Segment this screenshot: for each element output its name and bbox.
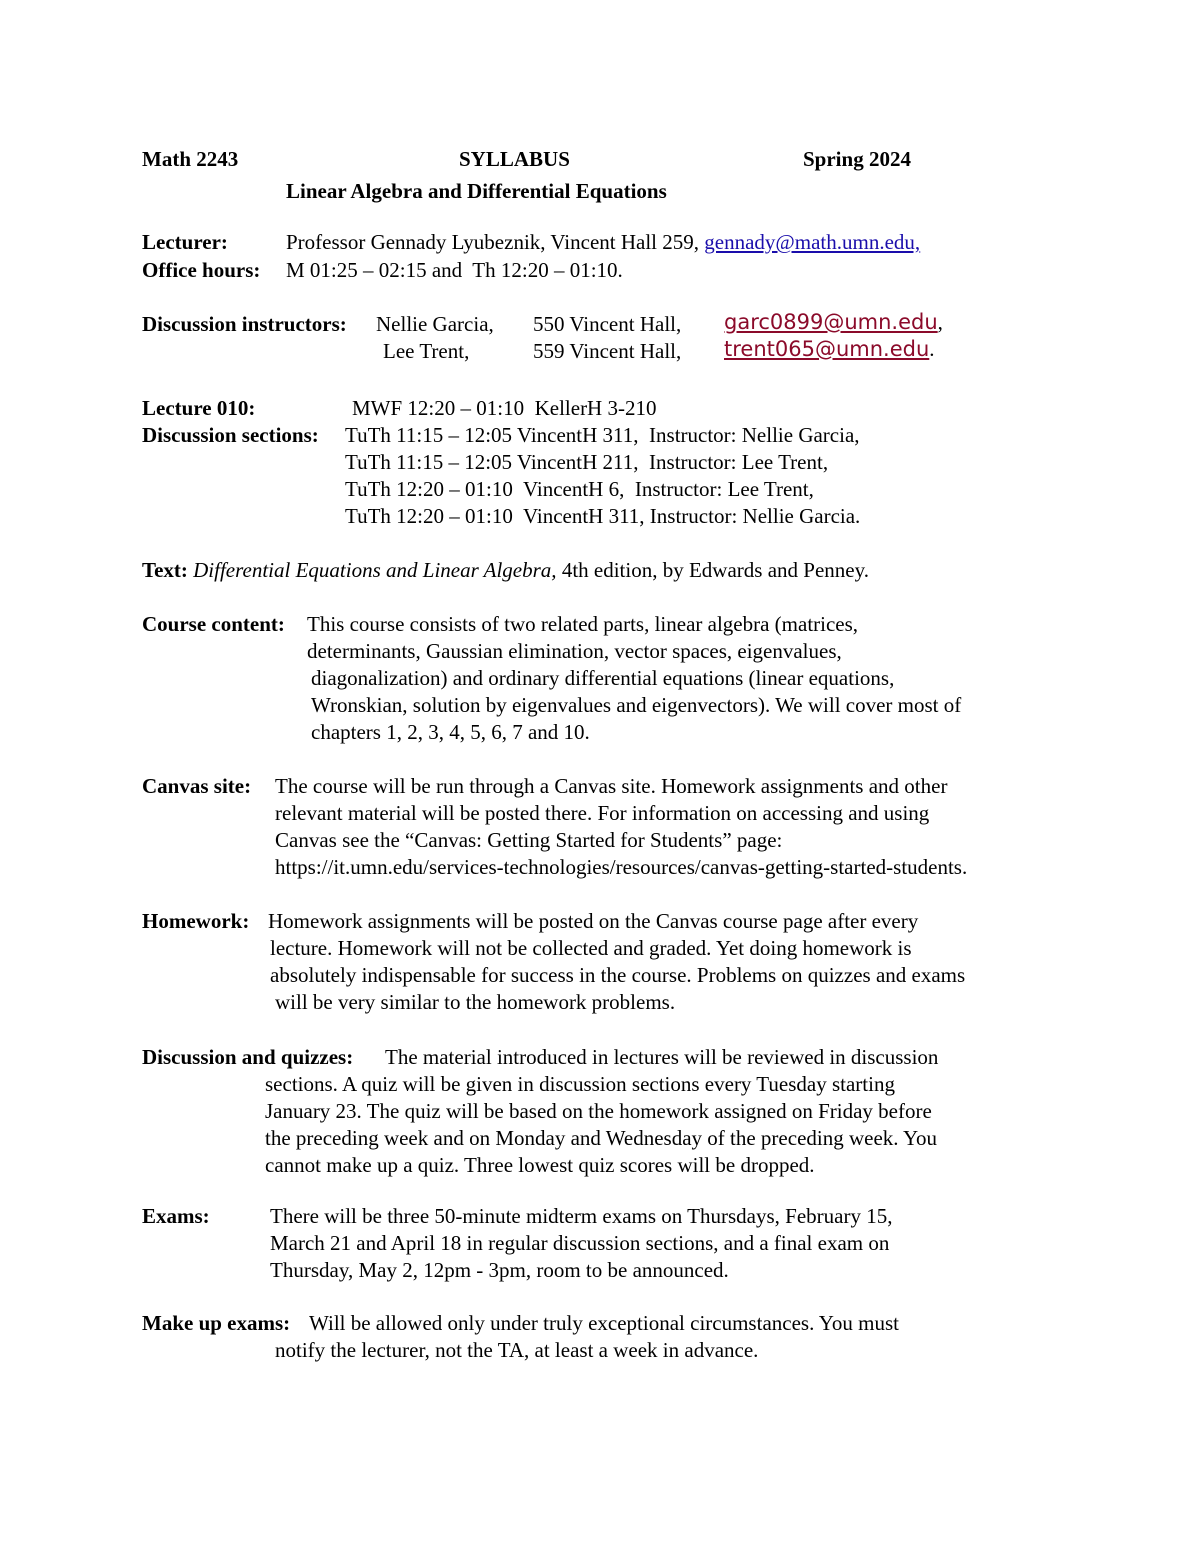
instructor-email-punct: .: [929, 337, 935, 361]
section-line: TuTh 12:20 – 01:10 VincentH 311, Instructor: Nellie Garcia.: [345, 504, 861, 528]
instructor-name: Lee Trent,: [383, 339, 470, 363]
canvas-line: The course will be run through a Canvas site. Homework assignments and other: [275, 774, 948, 798]
canvas-line: Canvas see the “Canvas: Getting Started for Students” page:: [275, 828, 783, 852]
textbook-title: Differential Equations and Linear Algebra,: [193, 558, 557, 582]
quizzes-line: cannot make up a quiz. Three lowest quiz scores will be dropped.: [265, 1153, 815, 1177]
lecturer-info: [286, 229, 920, 256]
course-content-line: determinants, Gaussian elimination, vector spaces, eigenvalues,: [307, 639, 842, 663]
canvas-line: relevant material will be posted there. For information on accessing and using: [275, 801, 930, 825]
term: Spring 2024: [803, 147, 911, 171]
office-hours-text: M 01:25 – 02:15 and Th 12:20 – 01:10.: [286, 258, 623, 282]
homework-line: Homework assignments will be posted on the Canvas course page after every: [268, 909, 919, 933]
exams-line: Thursday, May 2, 12pm - 3pm, room to be announced.: [270, 1258, 729, 1282]
textbook-details: 4th edition, by Edwards and Penney.: [556, 558, 869, 582]
course-content-label: Course content:: [142, 612, 285, 636]
section-line: TuTh 12:20 – 01:10 VincentH 6, Instructor: Lee Trent,: [345, 477, 814, 501]
instructor-email-punct: ,: [937, 310, 943, 334]
homework-line: absolutely indispensable for success in the course. Problems on quizzes and exams: [270, 963, 966, 987]
exams-label: Exams:: [142, 1204, 210, 1228]
lecturer-label: Lecturer:: [142, 230, 228, 254]
document-type: SYLLABUS: [459, 147, 570, 171]
instructor-name: Nellie Garcia,: [376, 312, 494, 336]
exams-line: March 21 and April 18 in regular discussion sections, and a final exam on: [270, 1231, 890, 1255]
quizzes-label: Discussion and quizzes:: [142, 1045, 354, 1069]
course-content-line: This course consists of two related parts, linear algebra (matrices,: [307, 612, 859, 636]
course-title: Linear Algebra and Differential Equations: [286, 179, 667, 203]
makeup-line: Will be allowed only under truly exceptional circumstances. You must: [309, 1311, 899, 1335]
quizzes-line: sections. A quiz will be given in discussion sections every Tuesday starting: [265, 1072, 895, 1096]
homework-label: Homework:: [142, 909, 250, 933]
instructor-office: 550 Vincent Hall,: [533, 312, 682, 336]
lecturer-email-link[interactable]: gennady@math.umn.edu,: [704, 230, 921, 254]
instructor-email-link[interactable]: garc0899@umn.edu: [724, 310, 938, 334]
exams-line: There will be three 50-minute midterm exams on Thursdays, February 15,: [270, 1204, 893, 1228]
quizzes-line: January 23. The quiz will be based on the homework assigned on Friday before: [265, 1099, 932, 1123]
instructor-email-link[interactable]: trent065@umn.edu: [724, 337, 930, 361]
canvas-url: https://it.umn.edu/services-technologies/resources/canvas-getting-started-students.: [275, 855, 968, 879]
section-line: TuTh 11:15 – 12:05 VincentH 311, Instructor: Nellie Garcia,: [345, 423, 860, 447]
canvas-label: Canvas site:: [142, 774, 252, 798]
section-line: TuTh 11:15 – 12:05 VincentH 211, Instructor: Lee Trent,: [345, 450, 829, 474]
instructor-email-row: [724, 309, 943, 336]
course-content-line: chapters 1, 2, 3, 4, 5, 6, 7 and 10.: [311, 720, 590, 744]
instructor-email-row: [724, 336, 935, 363]
textbook-line: [142, 557, 869, 584]
course-content-line: diagonalization) and ordinary differential equations (linear equations,: [311, 666, 895, 690]
lecturer-text: Professor Gennady Lyubeznik, Vincent Hall 259,: [286, 230, 705, 254]
discussion-sections-label: Discussion sections:: [142, 423, 319, 447]
lecture-schedule: MWF 12:20 – 01:10 KellerH 3-210: [352, 396, 657, 420]
course-number: Math 2243: [142, 147, 239, 171]
instructor-office: 559 Vincent Hall,: [533, 339, 682, 363]
makeup-label: Make up exams:: [142, 1311, 291, 1335]
homework-line: lecture. Homework will not be collected and graded. Yet doing homework is: [270, 936, 912, 960]
lecture-label: Lecture 010:: [142, 396, 256, 420]
discussion-instructors-label: Discussion instructors:: [142, 312, 347, 336]
course-content-line: Wronskian, solution by eigenvalues and eigenvectors). We will cover most of: [311, 693, 962, 717]
quizzes-line: The material introduced in lectures will be reviewed in discussion: [385, 1045, 939, 1069]
homework-line: will be very similar to the homework problems.: [275, 990, 676, 1014]
office-hours-label: Office hours:: [142, 258, 261, 282]
textbook-label: Text:: [142, 558, 188, 582]
makeup-line: notify the lecturer, not the TA, at least a week in advance.: [275, 1338, 759, 1362]
quizzes-line: the preceding week and on Monday and Wednesday of the preceding week. You: [265, 1126, 938, 1150]
